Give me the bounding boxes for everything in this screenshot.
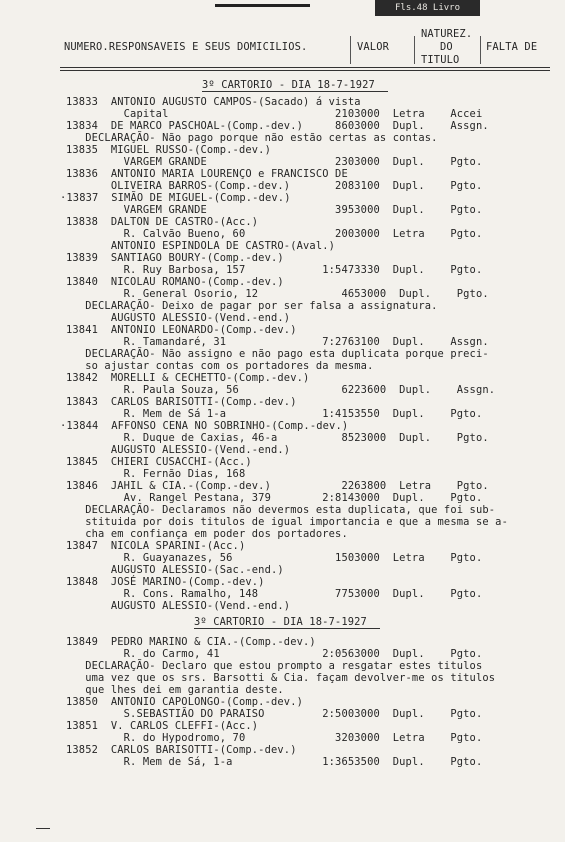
record-line: AUGUSTO ALESSIO-(Vend.-end.) xyxy=(66,312,291,324)
section-title-2: 3º CARTORIO - DIA 18-7-1927 xyxy=(194,616,367,628)
header-col-natureza-3: TITULO xyxy=(421,54,460,66)
declaration-line: so ajustar contas com os portadores da mesma. xyxy=(66,360,374,372)
record-line: R. General Osorio, 12 4653000 Dupl. Pgto. xyxy=(66,288,489,300)
record-line: VARGEM GRANDE 3953000 Dupl. Pgto. xyxy=(66,204,483,216)
declaration-line: DECLARAÇÃO- Declaro que estou prompto a resgatar estes titulos xyxy=(66,660,483,672)
record-line: 13841 ANTONIO LEONARDO-(Comp.-dev.) xyxy=(66,324,297,336)
record-line: 13848 JOSÉ MARINO-(Comp.-dev.) xyxy=(66,576,265,588)
record-line: 13840 NICOLAU ROMANO-(Comp.-dev.) xyxy=(66,276,284,288)
record-line: 13847 NICOLA SPARINI-(Acc.) xyxy=(66,540,246,552)
header-col-natureza-2: DO xyxy=(440,41,453,53)
header-col-valor: VALOR xyxy=(357,41,390,53)
record-line: R. Fernão Dias, 168 xyxy=(66,468,246,480)
declaration-line: cha em confiança em poder dos portadores. xyxy=(66,528,348,540)
record-line: 13850 ANTONIO CAPOLONGO-(Comp.-dev.) xyxy=(66,696,304,708)
bottom-margin-mark xyxy=(36,828,50,829)
record-line: R. Cons. Ramalho, 148 7753000 Dupl. Pgto. xyxy=(66,588,483,600)
record-line: R. Guayanazes, 56 1503000 Letra Pgto. xyxy=(66,552,483,564)
record-line: Av. Rangel Pestana, 379 2:8143000 Dupl. Pgto. xyxy=(66,492,483,504)
header-col-natureza-1: NATUREZ. xyxy=(421,28,473,40)
header-col-responsaveis: NUMERO.RESPONSAVEIS E SEUS DOMICILIOS. xyxy=(64,41,308,53)
record-line: 13833 ANTONIO AUGUSTO CAMPOS-(Sacado) á vista xyxy=(66,96,361,108)
record-line: 13843 CARLOS BARISOTTI-(Comp.-dev.) xyxy=(66,396,297,408)
section-title-2-underline xyxy=(194,628,380,629)
record-line: 13838 DALTON DE CASTRO-(Acc.) xyxy=(66,216,259,228)
record-line: R. do Hypodromo, 70 3203000 Letra Pgto. xyxy=(66,732,483,744)
record-line: 13852 CARLOS BARISOTTI-(Comp.-dev.) xyxy=(66,744,297,756)
record-line: R. Duque de Caxias, 46-a 8523000 Dupl. Pgto. xyxy=(66,432,489,444)
record-line: 13851 V. CARLOS CLEFFI-(Acc.) xyxy=(66,720,259,732)
record-line: ·13844 AFFONSO CENA NO SOBRINHO-(Comp.-dev.) xyxy=(60,420,349,432)
record-line: 13845 CHIERI CUSACCHI-(Acc.) xyxy=(66,456,252,468)
record-line: R. do Carmo, 41 2:0563000 Dupl. Pgto. xyxy=(66,648,483,660)
record-line: 13835 MIGUEL RUSSO-(Comp.-dev.) xyxy=(66,144,271,156)
section-title-1: 3º CARTORIO - DIA 18-7-1927 xyxy=(202,79,375,91)
record-line: R. Tamandaré, 31 7:2763100 Dupl. Assgn. xyxy=(66,336,489,348)
declaration-line: DECLARAÇÃO- Deixo de pagar por ser falsa a assignatura. xyxy=(66,300,438,312)
record-line: 13839 SANTIAGO BOURY-(Comp.-dev.) xyxy=(66,252,284,264)
page-folio-mark: Fls.48 Livro xyxy=(375,0,480,16)
record-line: S.SEBASTIÃO DO PARAISO 2:5003000 Dupl. Pgto. xyxy=(66,708,483,720)
record-line: ·13837 SIMÃO DE MIGUEL-(Comp.-dev.) xyxy=(60,192,291,204)
header-divider-1 xyxy=(350,36,351,64)
header-rule-2 xyxy=(60,70,550,71)
header-col-falta: FALTA DE xyxy=(486,41,538,53)
record-line: VARGEM GRANDE 2303000 Dupl. Pgto. xyxy=(66,156,483,168)
record-line: ANTONIO ESPINDOLA DE CASTRO-(Aval.) xyxy=(66,240,336,252)
record-line: 13836 ANTONIO MARIA LOURENÇO e FRANCISCO DE xyxy=(66,168,348,180)
declaration-line: DECLARAÇÃO- Não assigno e não pago esta duplicata porque preci- xyxy=(66,348,489,360)
declaration-line: DECLARAÇÃO- Não pago porque não estão certas as contas. xyxy=(66,132,438,144)
record-line: 13849 PEDRO MARINO & CIA.-(Comp.-dev.) xyxy=(66,636,316,648)
record-line: AUGUSTO ALESSIO-(Vend.-end.) xyxy=(66,444,291,456)
header-divider-3 xyxy=(480,36,481,64)
record-line: OLIVEIRA BARROS-(Comp.-dev.) 2083100 Dupl. Pgto. xyxy=(66,180,483,192)
record-line: 13834 DE MARCO PASCHOAL-(Comp.-dev.) 8603000 Dupl. Assgn. xyxy=(66,120,489,132)
header-divider-2 xyxy=(414,36,415,64)
header-rule-1 xyxy=(60,67,550,68)
top-left-corner-mark xyxy=(215,4,310,7)
record-line: R. Mem de Sá, 1-a 1:3653500 Dupl. Pgto. xyxy=(66,756,483,768)
record-line: R. Paula Souza, 56 6223600 Dupl. Assgn. xyxy=(66,384,496,396)
record-line: R. Mem de Sá 1-a 1:4153550 Dupl. Pgto. xyxy=(66,408,483,420)
section-title-1-underline xyxy=(202,91,388,92)
declaration-line: que lhes dei em garantia deste. xyxy=(66,684,284,696)
record-line: 13842 MORELLI & CECHETTO-(Comp.-dev.) xyxy=(66,372,310,384)
record-line: R. Ruy Barbosa, 157 1:5473330 Dupl. Pgto. xyxy=(66,264,483,276)
record-line: AUGUSTO ALESSIO-(Sac.-end.) xyxy=(66,564,284,576)
declaration-line: stituida por dois titulos de igual importancia e que a mesma se a- xyxy=(66,516,508,528)
declaration-line: uma vez que os srs. Barsotti & Cia. façam devolver-me os titulos xyxy=(66,672,496,684)
declaration-line: DECLARAÇÃO- Declaramos não devermos esta duplicata, que foi sub- xyxy=(66,504,496,516)
record-line: Capital 2103000 Letra Accei xyxy=(66,108,483,120)
record-line: 13846 JAHIL & CIA.-(Comp.-dev.) 2263800 Letra Pgto. xyxy=(66,480,489,492)
record-line: R. Calvão Bueno, 60 2003000 Letra Pgto. xyxy=(66,228,483,240)
record-line: AUGUSTO ALESSIO-(Vend.-end.) xyxy=(66,600,291,612)
